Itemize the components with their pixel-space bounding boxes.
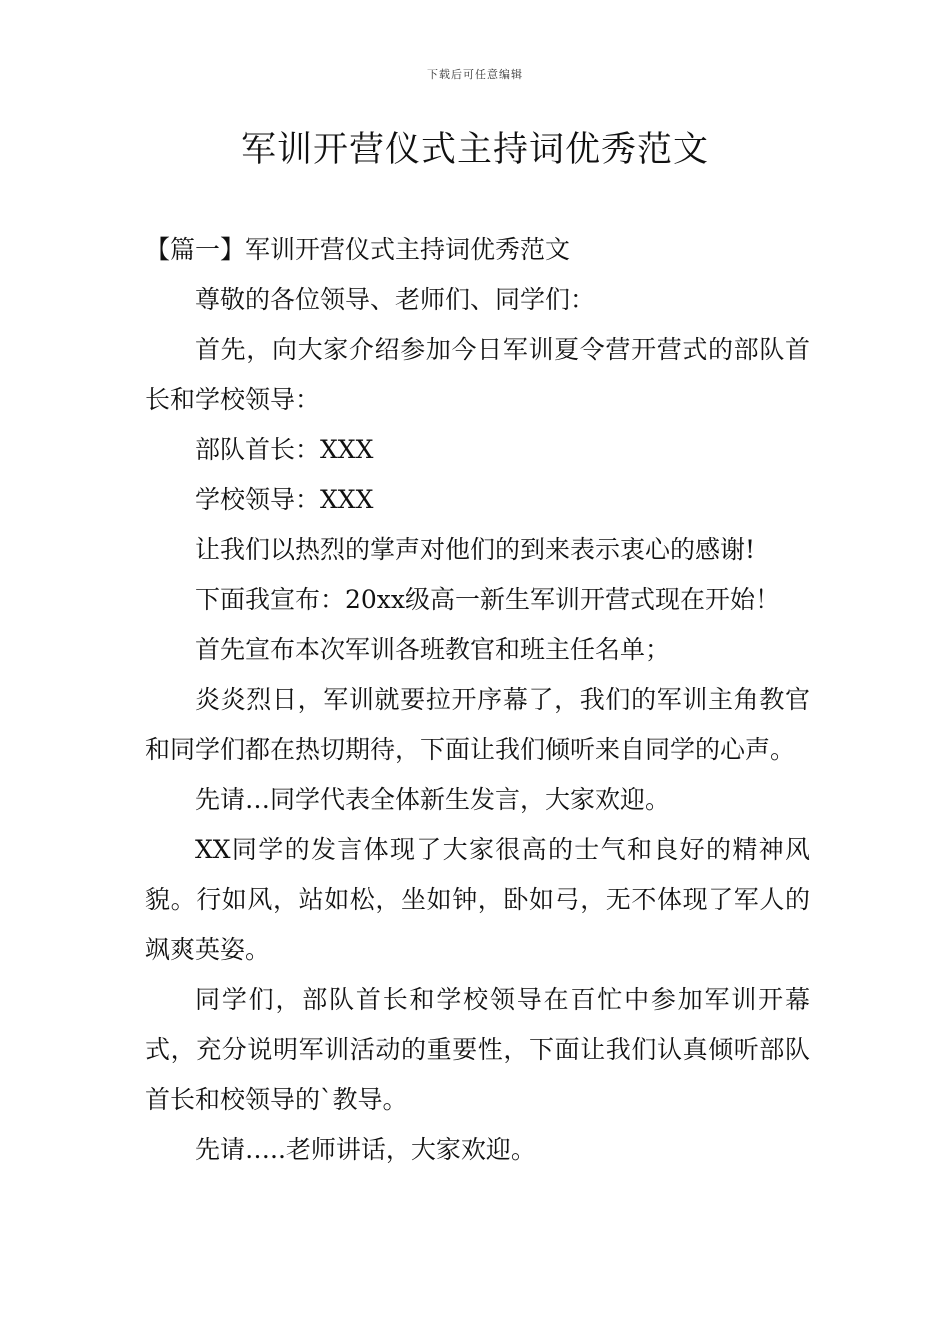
paragraph-greeting: 尊敬的各位领导、老师们、同学们： [195,285,596,314]
paragraph-teacher-speech: 先请…..老师讲话，大家欢迎。 [195,1135,536,1164]
paragraph-instructor-list: 首先宣布本次军训各班教官和班主任名单； [195,635,671,664]
document-body [145,225,810,1175]
document-title: 军训开营仪式主持词优秀范文 [240,130,709,170]
paragraph-student-speech: 先请…同学代表全体新生发言，大家欢迎。 [195,785,671,814]
section-heading: 【篇一】军训开营仪式主持词优秀范文 [145,235,571,264]
paragraph-student-praise: XX同学的发言体现了大家很高的士气和良好的精神风貌。行如风，站如松，坐如钟，卧如弓，无不体现了军人的飒爽英姿。 [145,835,810,964]
paragraph-introduction: 首先，向大家介绍参加今日军训夏令营开营式的部队首长和学校领导： [145,335,810,414]
paragraph-school-leader: 学校领导：XXX [195,485,374,514]
paragraph-opening: 炎炎烈日，军训就要拉开序幕了，我们的军训主角教官和同学们都在热切期待，下面让我们倾听来自同学的心声。 [145,685,810,764]
paragraph-army-chief: 部队首长：XXX [195,435,374,464]
page-header-note: 下载后可任意编辑 [427,68,523,81]
paragraph-leaders-guidance: 同学们，部队首长和学校领导在百忙中参加军训开幕式，充分说明军训活动的重要性，下面让我们认真倾听部队首长和校领导的`教导。 [145,985,810,1114]
paragraph-announcement: 下面我宣布：20xx级高一新生军训开营式现在开始！ [195,585,781,614]
paragraph-applause: 让我们以热烈的掌声对他们的到来表示衷心的感谢! [195,535,756,564]
